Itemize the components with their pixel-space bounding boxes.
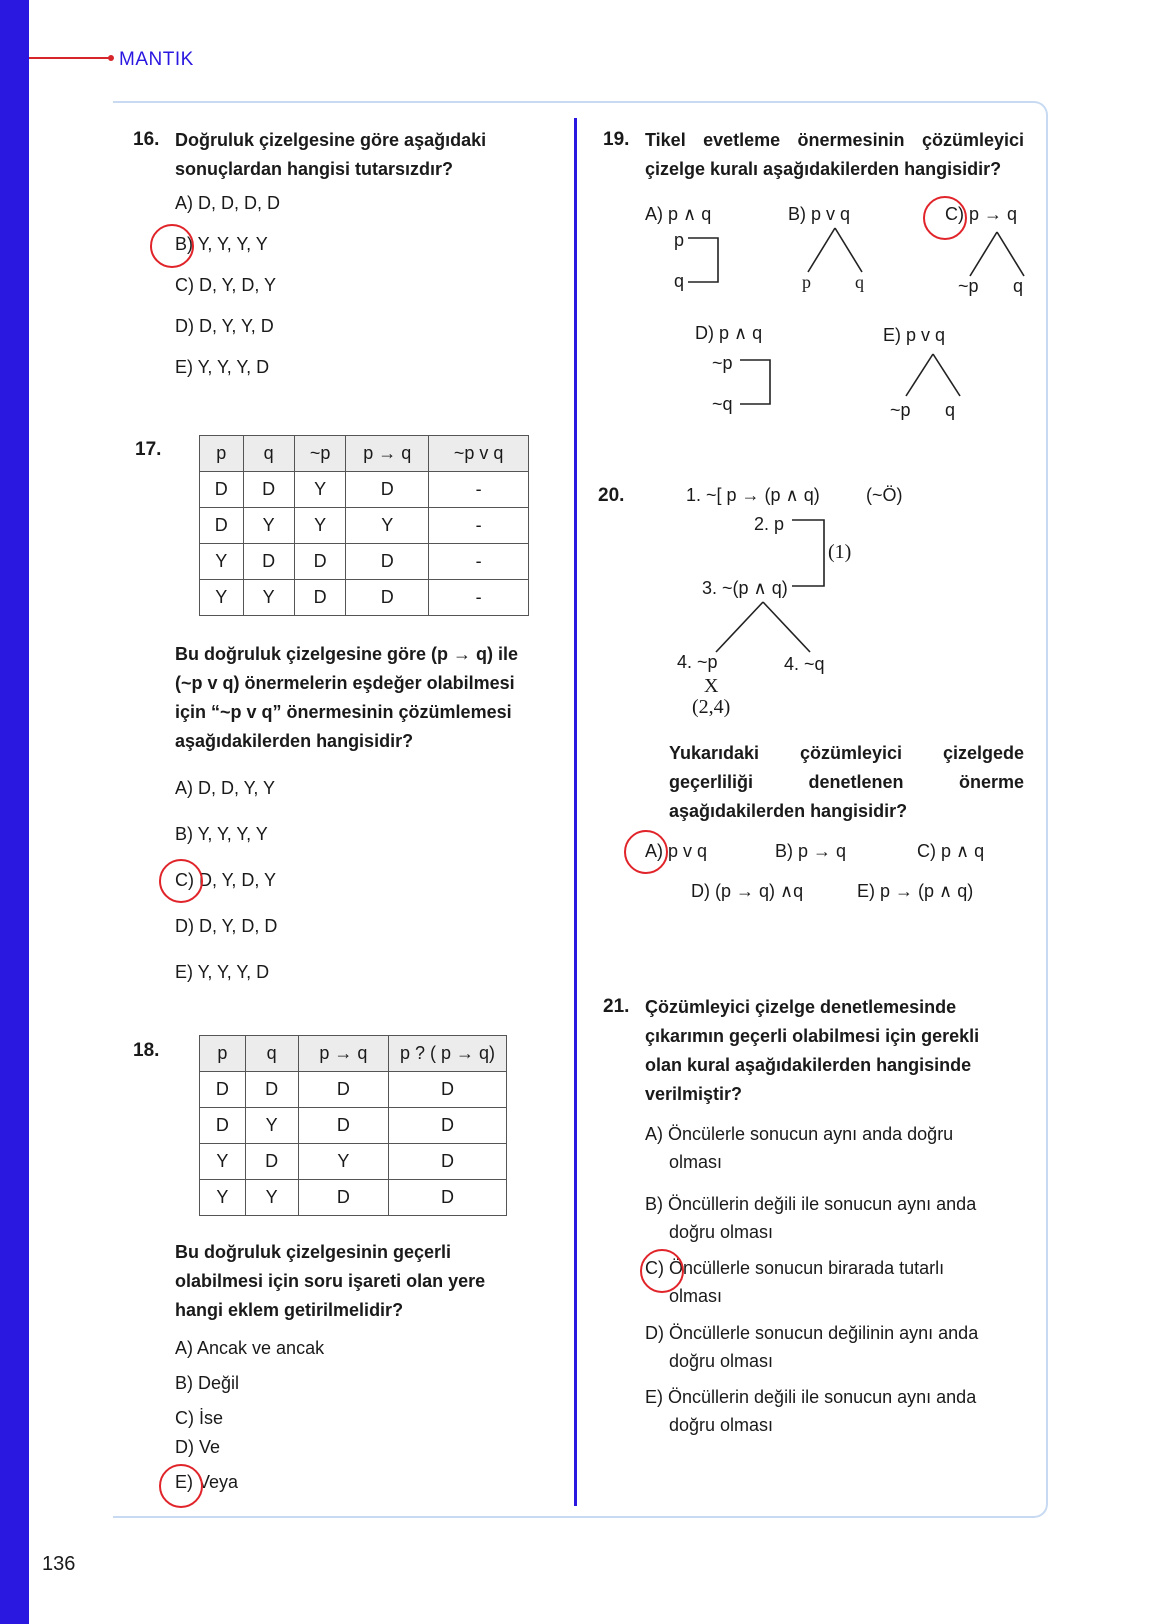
q17-option-d[interactable]: D) D, Y, D, D	[175, 916, 278, 936]
table-cell: D	[200, 1072, 246, 1108]
q20-option-c[interactable]: C) p ∧ q	[917, 841, 985, 861]
table-cell: Y	[200, 580, 244, 616]
table-cell: Y	[245, 1108, 298, 1144]
q19-option-a-bracket	[686, 236, 720, 286]
table-row	[200, 472, 529, 508]
table-cell: D	[389, 1180, 507, 1216]
table-cell: Y	[298, 1144, 388, 1180]
table-cell: D	[346, 472, 429, 508]
q18-truth-table	[199, 1035, 507, 1216]
q21-option-d-line2: doğru olması	[669, 1351, 774, 1371]
q21-option-c[interactable]	[645, 1258, 944, 1307]
q18-text-line1: Bu doğruluk çizelgesinin geçerli	[175, 1242, 452, 1262]
q20-text-word: çözümleyici	[799, 743, 903, 763]
q19-option-c-right: q	[1013, 276, 1024, 296]
q19-option-a-bottom: q	[674, 271, 685, 291]
table-cell: D	[298, 1072, 388, 1108]
table-cell: D	[200, 508, 244, 544]
table-cell: D	[346, 580, 429, 616]
q20-branch-left: 4. ~p	[677, 652, 718, 672]
q17-text-line2: (~p v q) önermelerin eşdeğer olabilmesi	[175, 673, 515, 693]
q20-number: 20.	[598, 485, 625, 506]
q20-line1: 1. ~[ p → (p ∧ q)	[686, 485, 820, 505]
q20-text-line1	[669, 739, 1024, 768]
q18-option-d[interactable]: D) Ve	[175, 1437, 221, 1457]
q19-option-d-top: ~p	[712, 353, 733, 373]
table-cell: D	[389, 1072, 507, 1108]
q19-option-b-left: p	[802, 272, 811, 292]
q17-text-line3: için “~p v q” önermesinin çözümlemesi	[175, 702, 512, 722]
q18-answer-circle	[159, 1464, 203, 1508]
q19-text-line2: çizelge kuralı aşağıdakilerden hangisidir?	[645, 159, 1002, 179]
q21-option-a-line1: A) Öncülerle sonucun aynı anda doğru	[645, 1124, 954, 1144]
q20-option-d[interactable]: D) (p → q) ∧q	[691, 881, 804, 901]
table-cell: Y	[243, 508, 294, 544]
table-header-cell: q	[245, 1036, 298, 1072]
table-cell: D	[298, 1108, 388, 1144]
table-header-cell: p ? ( p → q)	[389, 1036, 507, 1072]
q18-option-e[interactable]: E) Veya	[175, 1472, 239, 1492]
q21-text-line2: çıkarımın geçerli olabilmesi için gerekli	[645, 1026, 980, 1046]
q19-option-d-bracket	[738, 358, 772, 408]
q20-option-b[interactable]: B) p → q	[775, 841, 847, 861]
q21-text-line1: Çözümleyici çizelge denetlemesinde	[645, 997, 957, 1017]
table-header-cell: q	[243, 436, 294, 472]
q19-option-b-label[interactable]: B) p v q	[788, 204, 851, 224]
page-number: 136	[42, 1553, 76, 1575]
table-cell: D	[200, 472, 244, 508]
table-row	[200, 1072, 507, 1108]
q19-option-c-left: ~p	[958, 276, 979, 296]
table-cell: D	[346, 544, 429, 580]
table-cell: Y	[200, 1180, 246, 1216]
q20-line3: 3. ~(p ∧ q)	[702, 578, 788, 598]
q19-text-line1	[645, 126, 1024, 155]
q21-option-b[interactable]	[645, 1194, 976, 1243]
q18-text-line2: olabilmesi için soru işareti olan yere	[175, 1271, 486, 1291]
q20-rule-tag: (1)	[828, 541, 852, 563]
q16-option-d[interactable]: D) D, Y, Y, D	[175, 316, 274, 336]
table-cell: D	[243, 472, 294, 508]
q16-text-line2: sonuçlardan hangisi tutarsızdır?	[175, 159, 454, 179]
table-header-cell: ~p v q	[429, 436, 529, 472]
q17-text-line1: Bu doğruluk çizelgesine göre (p → q) ile	[175, 644, 519, 664]
q21-option-e[interactable]	[645, 1387, 976, 1436]
q18-option-c[interactable]: C) İse	[175, 1408, 224, 1428]
q16-answer-circle	[150, 224, 194, 268]
table-cell: Y	[346, 508, 429, 544]
table-header-cell: p → q	[298, 1036, 388, 1072]
table-row	[200, 1144, 507, 1180]
table-cell: Y	[200, 544, 244, 580]
q16-number: 16.	[133, 129, 160, 150]
q17-option-a[interactable]: A) D, D, Y, Y	[175, 778, 276, 798]
q17-text-line4: aşağıdakilerden hangisidir?	[175, 731, 414, 751]
q19-option-b-right: q	[855, 272, 864, 292]
q19-option-e-left: ~p	[890, 400, 911, 420]
table-cell: -	[429, 544, 529, 580]
q19-answer-circle	[923, 196, 967, 240]
q16-option-c[interactable]: C) D, Y, D, Y	[175, 275, 277, 295]
q20-text-word: çizelgede	[942, 743, 1024, 763]
table-cell: D	[389, 1144, 507, 1180]
q20-branch-right: 4. ~q	[784, 654, 825, 674]
q20-close-mark: X	[704, 675, 719, 697]
q19-option-e-branch	[900, 352, 966, 400]
table-cell: -	[429, 508, 529, 544]
q21-option-c-line1: C) Öncüllerle sonucun birarada tutarlı	[645, 1258, 945, 1278]
q20-option-e[interactable]: E) p → (p ∧ q)	[857, 881, 974, 901]
q21-text-line4: verilmiştir?	[645, 1084, 743, 1104]
table-cell: D	[294, 544, 345, 580]
table-header-cell: p → q	[346, 436, 429, 472]
q21-option-c-line2: olması	[669, 1286, 723, 1306]
q20-text-word: önerme	[958, 772, 1024, 792]
q20-answer-circle	[624, 830, 668, 874]
q19-option-e-label[interactable]: E) p v q	[883, 325, 946, 345]
q19-option-b-branch	[800, 226, 870, 276]
table-cell: D	[243, 544, 294, 580]
q17-truth-table	[199, 435, 529, 616]
table-row	[200, 508, 529, 544]
q19-option-c-branch	[962, 230, 1032, 280]
q20-line1-tag: (~Ö)	[866, 485, 903, 505]
q19-option-d-label[interactable]: D) p ∧ q	[695, 323, 763, 343]
table-row	[200, 544, 529, 580]
chapter-title: MANTIK	[119, 49, 194, 70]
table-cell: Y	[245, 1180, 298, 1216]
q20-rule-bracket	[790, 518, 826, 590]
table-cell: -	[429, 580, 529, 616]
table-cell: Y	[243, 580, 294, 616]
q18-number: 18.	[133, 1040, 160, 1061]
q20-close-ref: (2,4)	[692, 696, 731, 718]
table-cell: D	[298, 1180, 388, 1216]
q19-option-d-bottom: ~q	[712, 394, 733, 414]
q17-option-b[interactable]: B) Y, Y, Y, Y	[175, 824, 268, 844]
table-header-cell: ~p	[294, 436, 345, 472]
q17-option-c[interactable]: C) D, Y, D, Y	[175, 870, 277, 890]
table-cell: D	[245, 1072, 298, 1108]
table-cell: D	[245, 1144, 298, 1180]
header-rule-dot	[108, 55, 114, 61]
q21-option-a-line2: olması	[669, 1152, 723, 1172]
table-header-row	[200, 1036, 507, 1072]
table-cell: Y	[200, 1144, 246, 1180]
table-cell: Y	[294, 508, 345, 544]
table-row	[200, 1108, 507, 1144]
header-rule	[29, 57, 111, 59]
q18-option-b[interactable]: B) Değil	[175, 1373, 240, 1393]
q16-option-a[interactable]: A) D, D, D, D	[175, 193, 281, 213]
q16-option-e[interactable]: E) Y, Y, Y, D	[175, 357, 270, 377]
table-row	[200, 580, 529, 616]
table-cell: D	[200, 1108, 246, 1144]
q21-number: 21.	[603, 996, 630, 1017]
q20-line2: 2. p	[754, 514, 785, 534]
q19-option-a-label[interactable]: A) p ∧ q	[645, 204, 712, 224]
q20-text-word: denetlenen	[808, 772, 904, 792]
q21-answer-circle	[640, 1249, 684, 1293]
table-cell: Y	[294, 472, 345, 508]
q17-option-e[interactable]: E) Y, Y, Y, D	[175, 962, 270, 982]
q20-text-word: geçerliliği	[669, 772, 754, 792]
q20-branch-lines	[712, 600, 814, 656]
q21-option-e-line1: E) Öncüllerin değili ile sonucun aynı anda	[645, 1387, 977, 1407]
q21-option-d[interactable]	[645, 1323, 978, 1372]
side-color-bar	[0, 0, 29, 1624]
q20-option-a[interactable]: A) p v q	[645, 841, 708, 861]
q17-answer-circle	[159, 859, 203, 903]
q16-option-b[interactable]: B) Y, Y, Y, Y	[175, 234, 268, 254]
table-row	[200, 1180, 507, 1216]
column-divider	[574, 118, 577, 1506]
q21-option-a[interactable]	[645, 1124, 953, 1173]
q20-text-word: Yukarıdaki	[669, 743, 760, 763]
q16-text-line1: Doğruluk çizelgesine göre aşağıdaki	[175, 130, 487, 150]
q19-option-c-label[interactable]: C) p → q	[945, 204, 1018, 224]
q17-number: 17.	[135, 439, 162, 460]
table-cell: -	[429, 472, 529, 508]
q21-option-b-line2: doğru olması	[669, 1222, 774, 1242]
q21-text-line3: olan kural aşağıdakilerden hangisinde	[645, 1055, 972, 1075]
q19-text-line1-content: Tikel evetleme önermesinin çözümleyici	[645, 130, 1024, 150]
q18-option-a[interactable]: A) Ancak ve ancak	[175, 1338, 325, 1358]
q19-option-e-right: q	[945, 400, 956, 420]
q21-option-e-line2: doğru olması	[669, 1415, 774, 1435]
table-header-cell: p	[200, 1036, 246, 1072]
q19-option-a-top: p	[674, 230, 685, 250]
q21-option-d-line1: D) Öncüllerle sonucun değilinin aynı anda	[645, 1323, 979, 1343]
table-cell: D	[389, 1108, 507, 1144]
q18-text-line3: hangi eklem getirilmelidir?	[175, 1300, 404, 1320]
q20-text-line2	[669, 768, 1024, 797]
q21-option-b-line1: B) Öncüllerin değili ile sonucun aynı anda	[645, 1194, 977, 1214]
table-header-cell: p	[200, 436, 244, 472]
table-header-row	[200, 436, 529, 472]
q19-number: 19.	[603, 129, 630, 150]
q20-text-line3: aşağıdakilerden hangisidir?	[669, 801, 908, 821]
table-cell: D	[294, 580, 345, 616]
